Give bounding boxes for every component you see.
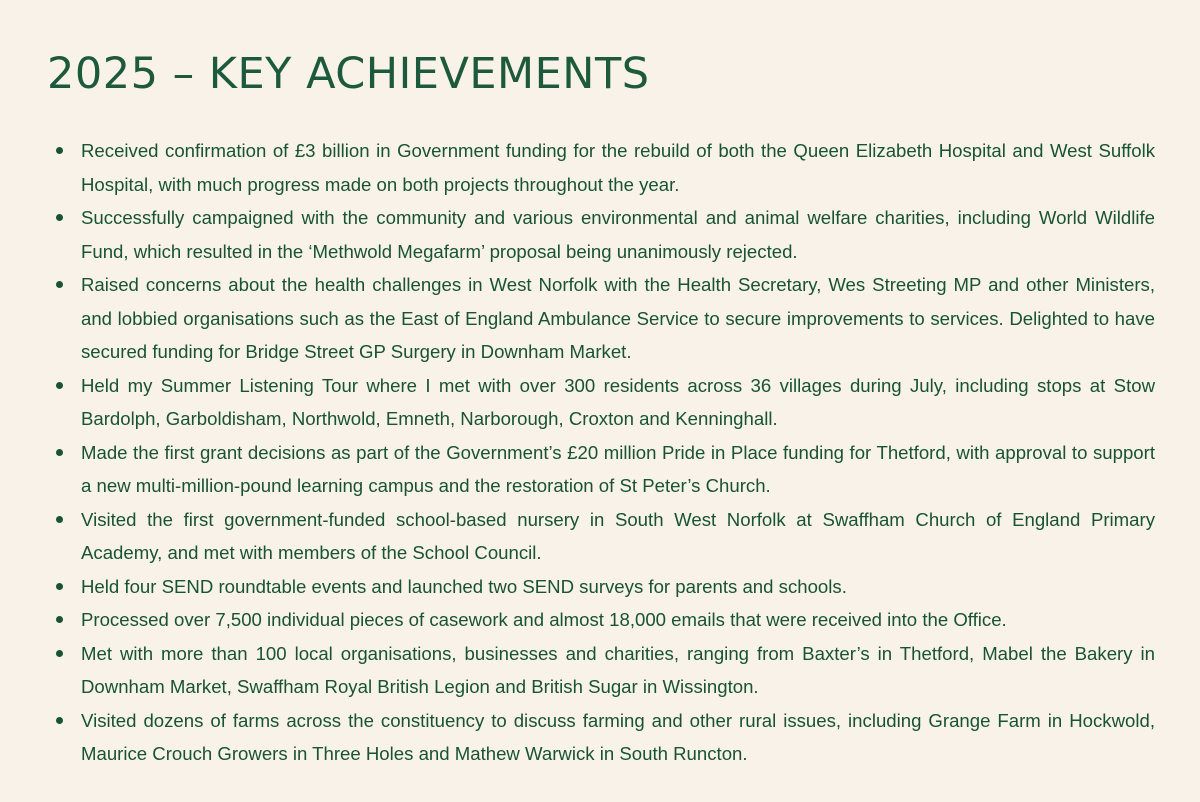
bullet-icon bbox=[56, 382, 63, 389]
achievement-item bbox=[48, 570, 1155, 604]
achievement-item bbox=[48, 704, 1155, 771]
bullet-icon bbox=[56, 717, 63, 724]
achievement-item bbox=[48, 369, 1155, 436]
achievement-item bbox=[48, 134, 1155, 201]
achievement-text: Held my Summer Listening Tour where I met with over 300 residents across 36 villages during July, including stops at Stow Bardolph, Garboldisham, Northwold, Emneth, Narborough, Croxton and Kenninghall. bbox=[81, 374, 1155, 429]
achievements-list bbox=[48, 134, 1155, 771]
bullet-icon bbox=[56, 214, 63, 221]
achievement-item bbox=[48, 436, 1155, 503]
bullet-icon bbox=[56, 583, 63, 590]
bullet-icon bbox=[56, 616, 63, 623]
bullet-icon bbox=[56, 650, 63, 657]
bullet-icon bbox=[56, 449, 63, 456]
page-title: 2025 – KEY ACHIEVEMENTS bbox=[47, 49, 650, 99]
achievement-text: Made the first grant decisions as part of the Government’s £20 million Pride in Place funding for Thetford, with approval to support a new multi-million-pound learning campus and the restoration of St Peter’s Church. bbox=[81, 441, 1155, 496]
bullet-icon bbox=[56, 281, 63, 288]
bullet-icon bbox=[56, 147, 63, 154]
achievement-item bbox=[48, 268, 1155, 369]
achievement-item bbox=[48, 637, 1155, 704]
achievement-item bbox=[48, 503, 1155, 570]
achievement-text: Processed over 7,500 individual pieces of casework and almost 18,000 emails that were received into the Office. bbox=[81, 609, 1007, 630]
bullet-icon bbox=[56, 516, 63, 523]
achievement-text: Visited dozens of farms across the constituency to discuss farming and other rural issues, including Grange Farm in Hockwold, Maurice Crouch Growers in Three Holes and Mathew Warwick in South Runcton. bbox=[81, 709, 1155, 764]
achievement-item bbox=[48, 201, 1155, 268]
achievement-text: Raised concerns about the health challenges in West Norfolk with the Health Secretary, Wes Streeting MP and other Ministers, and lobbied organisations such as the East of England Ambulance Service to secure improvements to services. Delighted to have secured funding for Bridge Street GP Surgery in Downham Market. bbox=[81, 274, 1155, 362]
achievement-text: Held four SEND roundtable events and launched two SEND surveys for parents and schools. bbox=[81, 575, 847, 597]
achievement-text: Met with more than 100 local organisations, businesses and charities, ranging from Baxter’s in Thetford, Mabel the Bakery in Downham Market, Swaffham Royal British Legion and British Sugar in Wissington. bbox=[81, 642, 1155, 697]
achievement-item bbox=[48, 603, 1155, 637]
achievement-text: Received confirmation of £3 billion in Government funding for the rebuild of both the Queen Elizabeth Hospital and West Suffolk Hospital, with much progress made on both projects throughout the year. bbox=[81, 140, 1155, 195]
achievement-text: Successfully campaigned with the community and various environmental and animal welfare charities, including World Wildlife Fund, which resulted in the ‘Methwold Megafarm’ proposal being unanimously rejected. bbox=[81, 207, 1155, 262]
achievement-text: Visited the first government-funded school-based nursery in South West Norfolk at Swaffham Church of England Primary Academy, and met with members of the School Council. bbox=[81, 508, 1155, 563]
